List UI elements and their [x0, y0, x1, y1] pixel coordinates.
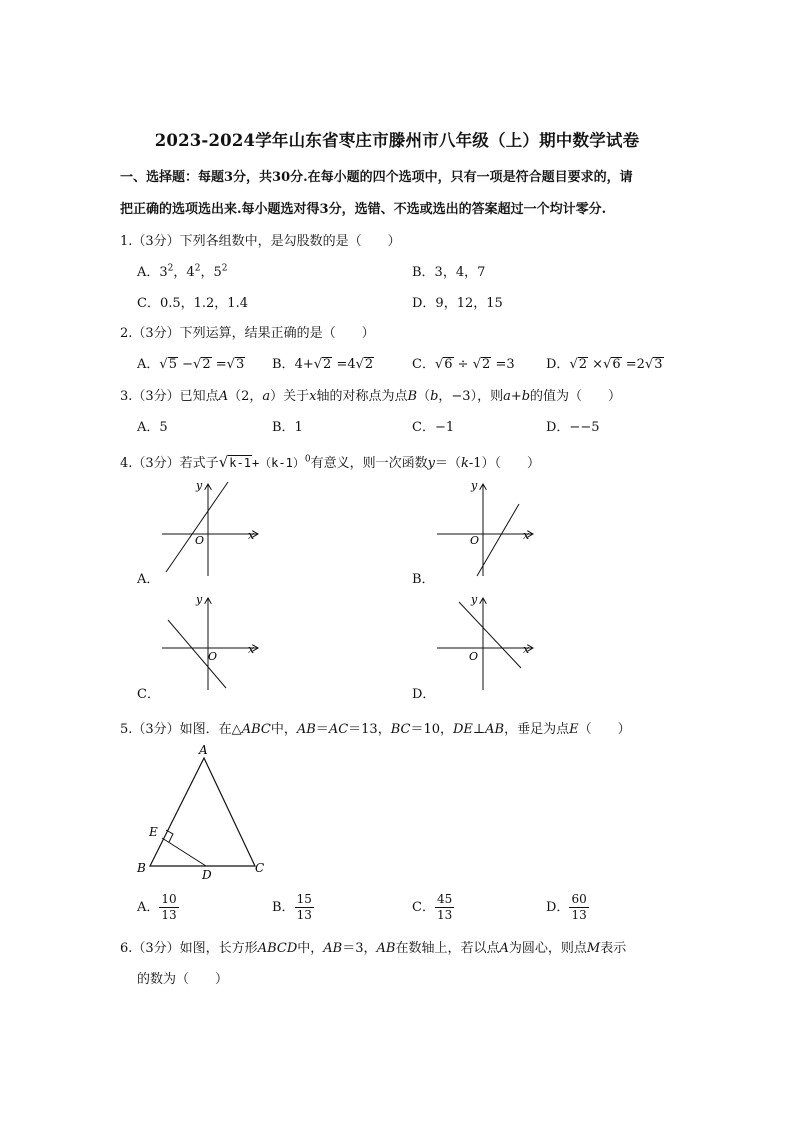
q5-option-a: A． $\frac{10}{13}$	[137, 892, 177, 922]
section-instructions-line2: 把正确的选项选出来.每小题选对得3分，选错、不选或选出的答案超过一个均计零分.	[120, 202, 607, 217]
q5-option-b: B． $\frac{15}{13}$	[272, 892, 312, 922]
x-axis-label: x	[523, 529, 530, 542]
q3-option-c: C．−1	[412, 420, 455, 435]
y-axis-label: y	[471, 479, 478, 492]
vertex-c-label: C	[255, 861, 265, 875]
x-axis-label: x	[523, 643, 530, 656]
q3-option-a: A．5	[137, 420, 168, 435]
question-5-stem: 5.（3分）如图．在△ABC中，AB＝AC＝13，BC＝10，DE⊥AB，垂足为点E（ ）	[120, 722, 631, 737]
q2-option-a: A．√5 −√2 =√3	[137, 357, 245, 372]
q5-option-c: C． $\frac{45}{13}$	[412, 892, 453, 922]
y-axis-label: y	[196, 593, 203, 606]
function-line	[166, 482, 228, 572]
q4-option-d: D．	[412, 687, 436, 702]
q2-option-c: C．√6 ÷ √2 =3	[412, 357, 515, 372]
q1-option-d: D．9，12，15	[412, 296, 503, 311]
triangle-abc	[150, 758, 255, 866]
question-3-stem: 3.（3分）已知点A（2，a）关于x轴的对称点为点B（b，−3），则a+b的值为（ ）	[120, 389, 622, 404]
q4-option-b: B．	[412, 572, 435, 587]
origin-label: O	[208, 650, 218, 663]
x-axis-label: x	[248, 643, 255, 656]
question-6-stem: 6.（3分）如图，长方形ABCD中，AB＝3，AB在数轴上，若以点A为圆心，则点M表示	[120, 941, 627, 956]
q1-option-b: B．3，4，7	[412, 265, 486, 280]
origin-label: O	[195, 534, 205, 547]
section-instructions-line1: 一、选择题：每题3分，共30分.在每小题的四个选项中，只有一项是符合题目要求的，请	[120, 170, 633, 185]
vertex-b-label: B	[137, 861, 146, 875]
y-axis-label: y	[196, 479, 203, 492]
question-6-stem-line2: 的数为（ ）	[137, 972, 229, 987]
q3-option-b: B．1	[272, 420, 303, 435]
question-4-stem: 4.（3分）若式子$√k-1+(k-1)^0$有意义，则一次函数y＝（k-1）（ ）	[120, 453, 541, 471]
point-e-label: E	[149, 825, 158, 839]
q1-option-c: C．0.5，1.2，1.4	[137, 296, 248, 311]
function-line	[168, 620, 226, 688]
q2-option-d: D．√2 ×√6 =2√3	[546, 357, 663, 372]
page-title: 2023-2024学年山东省枣庄市滕州市八年级（上）期中数学试卷	[154, 131, 640, 150]
q5-triangle-figure	[135, 740, 280, 880]
segment-de	[162, 838, 206, 866]
q4-graph-b	[425, 476, 545, 581]
y-axis-label: y	[471, 593, 478, 606]
q4-graph-a	[150, 476, 270, 581]
q4-option-a: A．	[137, 572, 160, 587]
q3-option-d: D．−−5	[546, 420, 600, 435]
q5-option-d: D． $\frac{60}{13}$	[546, 892, 587, 922]
origin-label: O	[470, 534, 480, 547]
origin-label: O	[469, 650, 479, 663]
point-d-label: D	[202, 868, 212, 880]
q1-option-a: A．$3^2$，$4^2$，$5^2$	[137, 263, 228, 280]
question-1-stem: 1.（3分）下列各组数中，是勾股数的是（ ）	[120, 234, 401, 249]
question-2-stem: 2.（3分）下列运算，结果正确的是（ ）	[120, 326, 375, 341]
q4-graph-d	[425, 590, 545, 695]
x-axis-label: x	[248, 529, 255, 542]
q4-graph-c	[150, 590, 270, 695]
q4-option-c: C．	[137, 687, 160, 702]
vertex-a-label: A	[199, 743, 208, 757]
q2-option-b: B．4+√2 =4√2	[272, 357, 374, 372]
